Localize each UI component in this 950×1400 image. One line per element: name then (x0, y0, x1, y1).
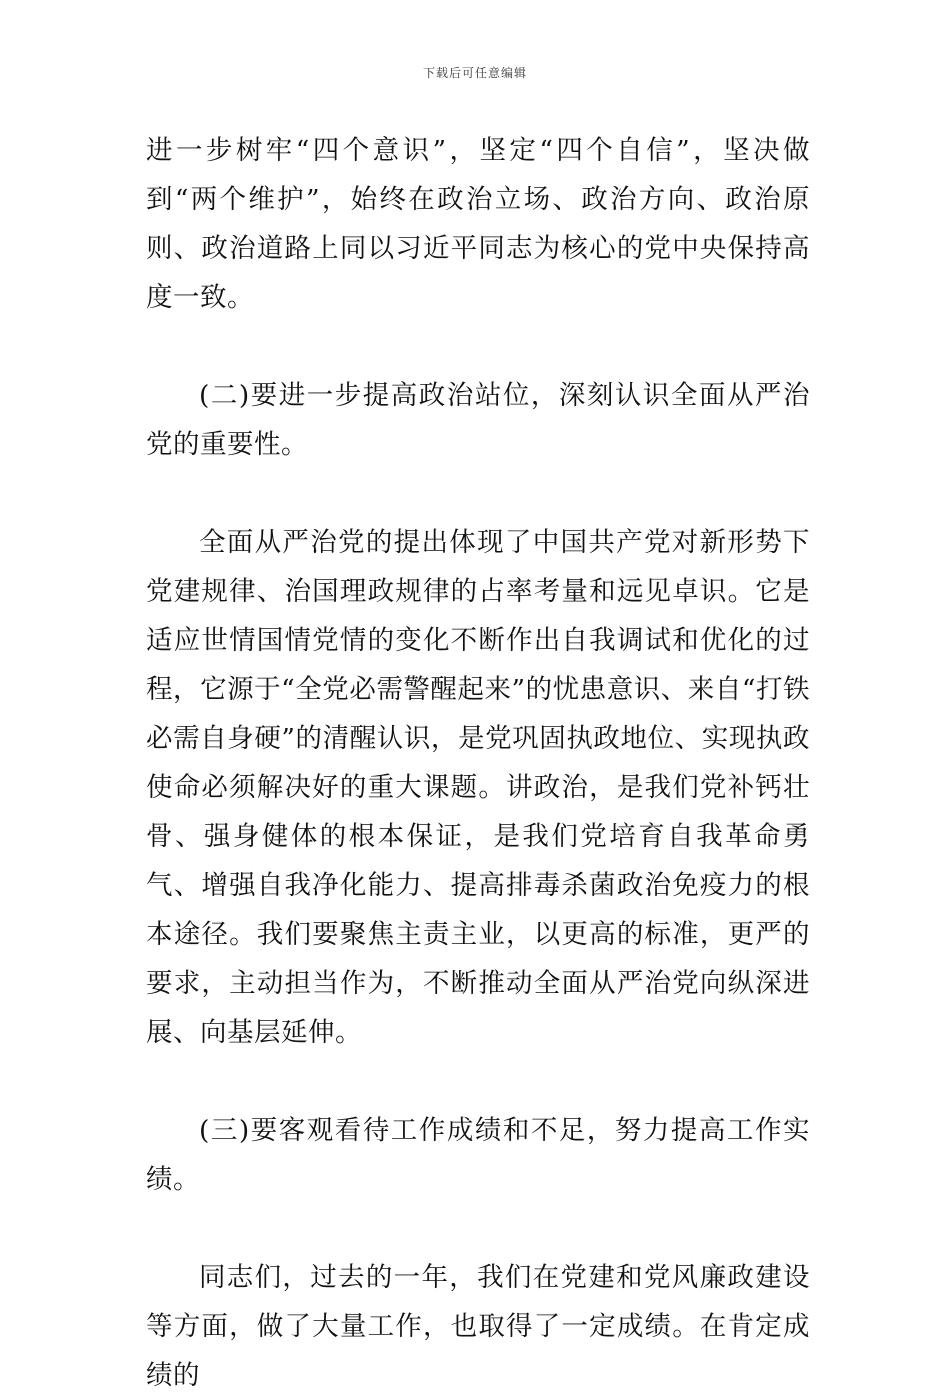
section-heading-2: (二)要进一步提高政治站位，深刻认识全面从严治党的重要性。 (146, 380, 810, 460)
paragraph-comrades: 同志们，过去的一年，我们在党建和党风廉政建设等方面，做了大量工作，也取得了一定成绩。在肯定成绩的 (146, 1262, 810, 1391)
paragraph-strict-governance: 全面从严治党的提出体现了中国共产党对新形势下党建规律、治国理政规律的占率考量和远见卓识。它是适应世情国情党情的变化不断作出自我调试和优化的过程，它源于“全党必需警醒起来”的忧患意识、来自“打铁必需自身硬”的清醒认识，是党巩固执政地位、实现执政使命必须解决好的重大课题。讲政治，是我们党补钙壮骨、强身健体的根本保证，是我们党培育自我革命勇气、增强自我净化能力、提高排毒杀菌政治免疫力的根本途径。我们要聚焦主责主业，以更高的标准，更严的要求，主动担当作为，不断推动全面从严治党向纵深进展、向基层延伸。 (146, 527, 810, 1048)
header-note: 下载后可任意编辑 (422, 66, 527, 80)
paragraph-continuation: 进一步树牢“四个意识”，坚定“四个自信”，坚决做到“两个维护”，始终在政治立场、政治方向、政治原则、政治道路上同以习近平同志为核心的党中央保持高度一致。 (146, 135, 810, 313)
section-heading-3: (三)要客观看待工作成绩和不足，努力提高工作实绩。 (146, 1115, 810, 1195)
document-body (146, 126, 810, 1400)
